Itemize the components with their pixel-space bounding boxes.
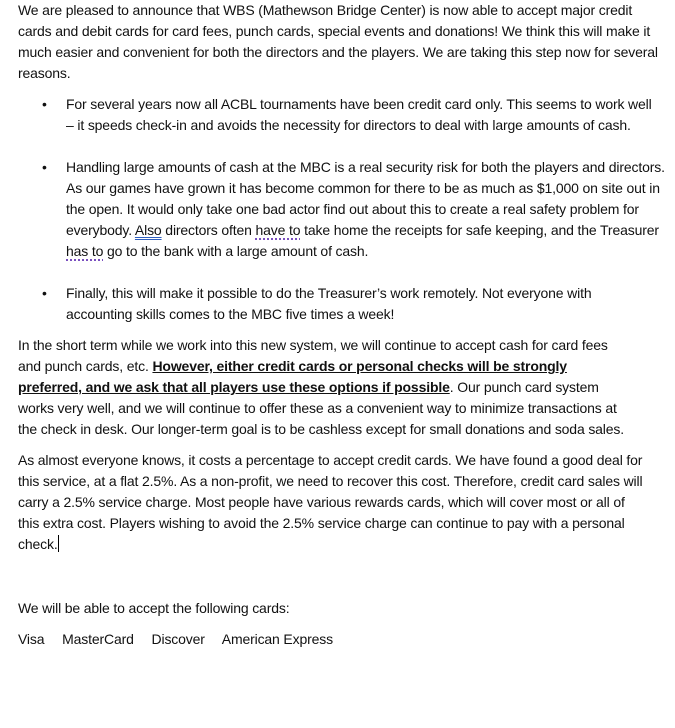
list-item <box>18 157 666 262</box>
list-item <box>18 94 658 136</box>
intro-paragraph: We are pleased to announce that WBS (Mathewson Bridge Center) is now able to accept major credit cards and debit cards for card fees, punch cards, special events and donations! We think this will make it much easier and convenient for both the directors and the players. We are taking this step now for several reasons. <box>18 2 658 81</box>
emphasis-text: However, either credit cards or personal checks will be strongly preferred, and we ask that all players use these options if possible <box>18 358 567 395</box>
fees-paragraph <box>18 450 643 555</box>
reason-text: For several years now all ACBL tournaments have been credit card only. This seems to work well – it speeds check-in and avoids the necessity for directors to deal with large amounts of cash. <box>66 96 652 133</box>
card-mastercard: MasterCard <box>62 631 134 647</box>
paragraph-text: . Our punch card system works very well, and we will continue to offer these as a convenient way to minimize transactions at the check in desk. Our longer-term goal is to be cashless except for small donations and soda sales. <box>18 379 624 437</box>
card-american-express: American Express <box>221 631 333 647</box>
bullet-icon: • <box>42 285 47 301</box>
reasons-list <box>18 94 668 325</box>
reason-text: Handling large amounts of cash at the MBC is a real security risk for both the players and directors. As our games have grown it has become common for there to be as much as $1,000 on site out in the open. It would only take one bad actor find out about this to create a real safety problem for everybody. <box>66 159 665 238</box>
bullet-icon: • <box>42 159 47 175</box>
cards-list <box>18 629 668 650</box>
list-item <box>18 283 658 325</box>
grammar-flagged-word[interactable]: Also <box>134 222 162 238</box>
document-body[interactable] <box>18 0 668 650</box>
reason-text: take home the receipts for safe keeping, and the Treasurer <box>300 222 659 238</box>
paragraph-text: As almost everyone knows, it costs a percentage to accept credit cards. We have found a good deal for this service, at a flat 2.5%. As a non-profit, we need to recover this cost. Therefore, credit card sales will carry a 2.5% service charge. Most people have various rewards cards, which will cover most or all of this extra cost. Players wishing to avoid the 2.5% service charge can continue to pay with a personal check. <box>18 452 643 552</box>
card-visa: Visa <box>18 631 45 647</box>
text-cursor <box>58 535 59 552</box>
accept-heading: We will be able to accept the following cards: <box>18 600 290 616</box>
bullet-icon: • <box>42 96 47 112</box>
reason-text: Finally, this will make it possible to do the Treasurer’s work remotely. Not everyone with accounting skills comes to the MBC five times a week! <box>66 285 592 322</box>
style-flagged-phrase[interactable]: has to <box>66 243 104 259</box>
short-term-paragraph <box>18 335 628 440</box>
reason-text: directors often <box>161 222 256 238</box>
card-discover: Discover <box>151 631 205 647</box>
reason-text: go to the bank with a large amount of cash. <box>103 243 369 259</box>
paragraph-text: In the short term while we work into this new system, we will continue to accept cash for card fees and punch cards, etc. <box>18 337 608 374</box>
style-flagged-phrase[interactable]: have to <box>255 222 301 238</box>
